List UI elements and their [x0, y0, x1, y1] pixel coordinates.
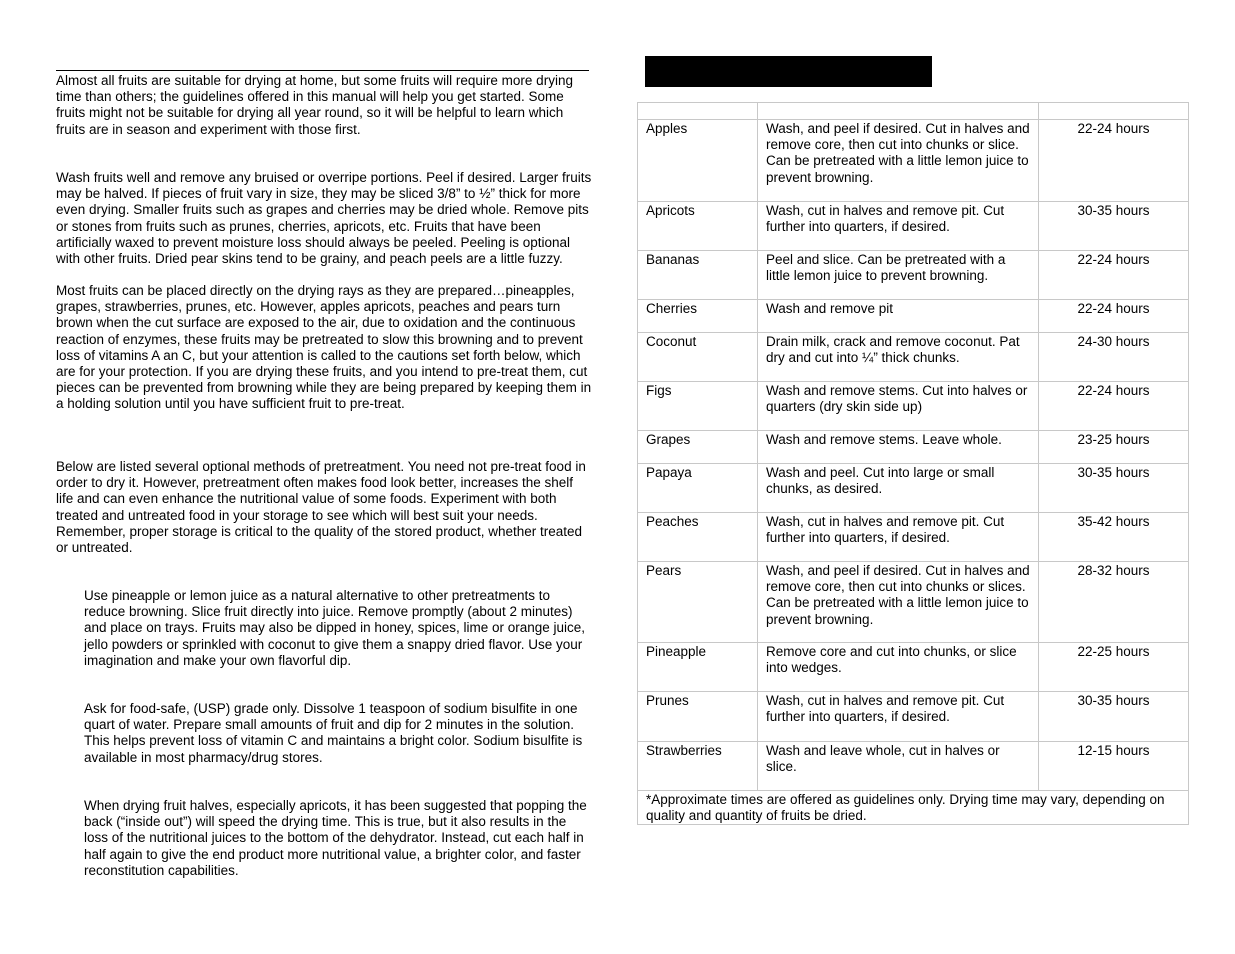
preparation-paragraph: Wash fruits well and remove any bruised or overripe portions. Peel if desired. Larger fruits may be halved. If pieces of fruit vary in size, they may be sliced 3/8” to ½” thick for more even drying. Smaller fruits such as grapes and cherries may be dried whole. Remove pits or stones from fruits such as prunes, cherries, apricots, etc. Fruits that have been artificially waxed to prevent moisture loss should always be peeled. Peeling is optional with other fruits. Dried pear skins tend to be grainy, and peach peels are a little fuzzy. — [56, 170, 592, 267]
header-cell-fruit — [638, 103, 758, 120]
fruit-preparation: Wash and leave whole, cut in halves or slice. — [758, 742, 1039, 791]
drying-time: 23-25 hours — [1039, 431, 1189, 464]
fruit-preparation: Wash, and peel if desired. Cut in halves and remove core, then cut into chunks or slices. Can be pretreated with a little lemon juice to prevent browning. — [758, 562, 1039, 643]
fruit-preparation: Wash, cut in halves and remove pit. Cut further into quarters, if desired. — [758, 202, 1039, 251]
fruit-name: Pineapple — [638, 643, 758, 692]
fruit-name: Papaya — [638, 464, 758, 513]
fruit-preparation: Peel and slice. Can be pretreated with a little lemon juice to prevent browning. — [758, 251, 1039, 300]
drying-time: 22-24 hours — [1039, 251, 1189, 300]
table-row — [638, 382, 1189, 431]
sodium-bisulfite-paragraph: Ask for food-safe, (USP) grade only. Dissolve 1 teaspoon of sodium bisulfite in one quart of water. Prepare small amounts of fruit and dip for 2 minutes in the solution. This helps prevent loss of vitamin C and maintains a bright color. Sodium bisulfite is available in most pharmacy/drug stores. — [84, 701, 583, 765]
left-column — [56, 70, 592, 71]
fruit-name: Bananas — [638, 251, 758, 300]
popping-paragraph: When drying fruit halves, especially apricots, it has been suggested that popping the back (“inside out”) will speed the drying time. This is true, but it also results in the loss of the nutritional juices to the bottom of the dehydrator. Instead, cut each half in half again to give the end product more nutritional value, a brighter color, and faster reconstitution capabilities. — [84, 798, 587, 878]
table-row — [638, 431, 1189, 464]
table-row — [638, 202, 1189, 251]
table-row — [638, 120, 1189, 202]
table-row — [638, 251, 1189, 300]
fruit-preparation: Wash and remove stems. Cut into halves or quarters (dry skin side up) — [758, 382, 1039, 431]
header-rule — [56, 70, 589, 71]
pretreatment-paragraph: Below are listed several optional methods of pretreatment. You need not pre-treat food in order to dry it. However, pretreatment often makes food look better, increases the shelf life and can even enhance the nutritional value of some foods. Experiment with both treated and untreated food in your storage to see which will best suit your needs. Remember, proper storage is critical to the quality of the stored product, whether treated or untreated. — [56, 459, 586, 556]
drying-time-note: *Approximate times are offered as guidelines only. Drying time may vary, depending on quality and quantity of fruits be dried. — [638, 791, 1189, 825]
drying-time: 24-30 hours — [1039, 333, 1189, 382]
fruit-name: Peaches — [638, 513, 758, 562]
fruit-name: Apricots — [638, 202, 758, 251]
table-row — [638, 643, 1189, 692]
table-row — [638, 742, 1189, 791]
fruit-preparation: Wash, and peel if desired. Cut in halves and remove core, then cut into chunks or slice. Can be pretreated with a little lemon juice to prevent browning. — [758, 120, 1039, 202]
header-cell-preparation — [758, 103, 1039, 120]
drying-time: 28-32 hours — [1039, 562, 1189, 643]
fruit-name: Pears — [638, 562, 758, 643]
table-header-row — [638, 103, 1189, 120]
fruit-name: Prunes — [638, 692, 758, 742]
drying-time: 30-35 hours — [1039, 692, 1189, 742]
drying-time: 22-24 hours — [1039, 300, 1189, 333]
drying-time: 22-24 hours — [1039, 120, 1189, 202]
juice-dip-paragraph: Use pineapple or lemon juice as a natural alternative to other pretreatments to reduce browning. Slice fruit directly into juice. Remove promptly (about 2 minutes) and place on trays. Fruits may also be dipped in honey, spices, lime or orange juice, jello powders or sprinkled with coconut to give them a snappy dried flavor. Use your imagination and make your own flavorful dip. — [84, 588, 586, 668]
table-row — [638, 333, 1189, 382]
fruit-name: Figs — [638, 382, 758, 431]
drying-time: 22-25 hours — [1039, 643, 1189, 692]
title-bar — [645, 56, 932, 87]
drying-time: 30-35 hours — [1039, 202, 1189, 251]
fruit-preparation: Wash, cut in halves and remove pit. Cut further into quarters, if desired. — [758, 513, 1039, 562]
fruit-name: Cherries — [638, 300, 758, 333]
fruit-preparation: Wash and peel. Cut into large or small chunks, as desired. — [758, 464, 1039, 513]
fruit-preparation: Wash, cut in halves and remove pit. Cut further into quarters, if desired. — [758, 692, 1039, 742]
fruit-name: Strawberries — [638, 742, 758, 791]
fruit-preparation: Wash and remove pit — [758, 300, 1039, 333]
fruit-name: Apples — [638, 120, 758, 202]
fruit-preparation: Drain milk, crack and remove coconut. Pat dry and cut into ¼” thick chunks. — [758, 333, 1039, 382]
fruit-name: Coconut — [638, 333, 758, 382]
header-cell-time — [1039, 103, 1189, 120]
table-row — [638, 464, 1189, 513]
drying-time: 22-24 hours — [1039, 382, 1189, 431]
fruit-name: Grapes — [638, 431, 758, 464]
browning-paragraph: Most fruits can be placed directly on the drying rays as they are prepared…pineapples, grapes, strawberries, prunes, etc. However, apples apricots, peaches and pears turn brown when the cut surface are exposed to the air, due to oxidation and the continuous reaction of enzymes, these fruits may be pretreated to slow this browning and to prevent loss of vitamins A an C, but your attention is called to the cautions set forth below, which are for your protection. If you are drying these fruits, and you intend to pre-treat them, cut pieces can be prevented from browning while they are being prepared by keeping them in a holding solution until you have sufficient fruit to pre-treat. — [56, 283, 592, 412]
table-row — [638, 300, 1189, 333]
intro-paragraph: Almost all fruits are suitable for drying at home, but some fruits will require more drying time than others; the guidelines offered in this manual will help you get started. Some fruits might not be suitable for drying all year round, so it will be helpful to learn which fruits are in season and experiment with those first. — [56, 73, 573, 137]
drying-time: 12-15 hours — [1039, 742, 1189, 791]
table-row — [638, 692, 1189, 742]
fruit-preparation: Remove core and cut into chunks, or slice into wedges. — [758, 643, 1039, 692]
fruit-drying-table — [637, 102, 1189, 825]
table-row — [638, 513, 1189, 562]
drying-time: 30-35 hours — [1039, 464, 1189, 513]
table-note-row — [638, 791, 1189, 825]
drying-time: 35-42 hours — [1039, 513, 1189, 562]
table-row — [638, 562, 1189, 643]
fruit-preparation: Wash and remove stems. Leave whole. — [758, 431, 1039, 464]
